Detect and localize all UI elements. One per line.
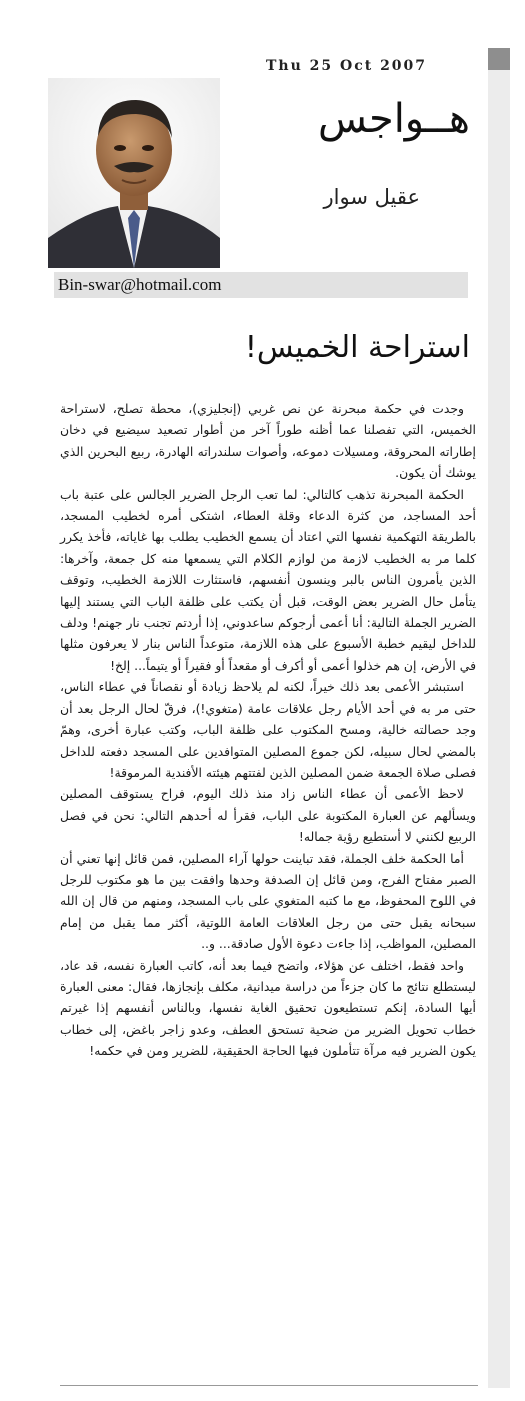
bottom-divider	[60, 1385, 478, 1386]
article-headline: استراحة الخميس!	[244, 330, 470, 365]
side-square	[488, 48, 510, 70]
article-paragraph: الحكمة المبحرنة تذهب كالتالي: لما تعب الرجل الضرير الجالس على عتبة باب أحد المساجد، من كثرة الدعاء وقلة العطاء، اشتكى أمره لخطيب المسجد، بالطريقة التهكمية نفسها التي اعتاد أن يسمع الخطيب يطلب بها غاياته، فأخذ يكرر كلما مر به الخطيب لازمة من لوازم الكلام التي يسمعها منه كل جمعة، وآخرها: الذين يأمرون الناس بالبر وينسون أنفسهم، فاستثارت اللازمة الخطيب، وتوقف يتأمل حال الضرير بعض الوقت، قبل أن يكتب على ظلفة الباب التي يستند إليها الضرير الجملة التالية: أنا أعمى أرجوكم ساعدوني، إذا أردتم تجنب نار جهنم! ودلف للداخل ليقيم خطبة الأسبوع على هذه اللازمة، متوعداً الناس بنار لا يعرفون مثلها في الأرض، إن هم خذلوا أعمى أو أكرف أو مقعداً أو فقيراً أو يتيماً... إلخ!	[60, 486, 476, 673]
column-title: هــواجس	[317, 96, 470, 142]
article-paragraph: أما الحكمة خلف الجملة، فقد تباينت حولها آراء المصلين، فمن قائل إنها تعني أن الصبر مفتاح الفرج، ومن قائل إن الصدفة وحدها وافقت بين ما هو مكتوب للرجل في اللوح المحفوظ، مع ما كتبه المتغوي على باب المسجد، ومنهم من قال إن الله سبحانه يقبل حتى من رجل العلاقات العامة اللوتية، أكثر مما يقبل من إمام المصلين، المواظب، إذا جاءت دعوة الأول صادقة... و..	[60, 850, 476, 952]
author-photo	[48, 78, 220, 268]
article-body	[60, 398, 476, 1062]
author-portrait-icon	[48, 78, 220, 268]
article-paragraph: وجدت في حكمة مبحرنة عن نص غربي (إنجليزي)، محطة تصلح، لاستراحة الخميس، التي تفصلنا عما أظنه طوراً آخر من أطوار تصعيد سيضيع في دخان إطاراته المحروقة، ومسيلات دموعه، وأصوات سلندراته الهادرة، ربيع البحرين الذي يوشك أن يكون.	[60, 401, 476, 481]
article-paragraph: لاحظ الأعمى أن عطاء الناس زاد منذ ذلك اليوم، فراح يستوقف المصلين ويسألهم عن العبارة المكتوبة على الباب، فقرأ له أحدهم التالي: نحن في فصل الربيع لكنني لا أستطيع رؤية جماله!	[60, 786, 476, 845]
author-name: عقيل سوار	[323, 185, 420, 209]
author-email[interactable]: Bin-swar@hotmail.com	[58, 275, 222, 294]
article-paragraph: واحد فقط، اختلف عن هؤلاء، واتضح فيما بعد أنه، كاتب العبارة نفسه، قد عاد، ليستطلع نتائج ما كان جزءاً من دراسة ميدانية، مكلف بإنجازها، فقال: معنى العبارة أيها السادة، إنكم تستطيعون تحقيق الغاية نفسها، وبالناس أنفسهم إذا غيرتم خطاب تحويل الضرير من ضحية تستحق العطف، وعدو زاجر باغض، إلى خطاب يكون الضرير فيه مرآة تتأملون فيها الحاجة الحقيقية، للضرير ومن في حكمه!	[60, 957, 476, 1059]
issue-date: Thu 25 Oct 2007	[266, 58, 428, 74]
side-bar	[488, 48, 510, 1388]
article-paragraph: استبشر الأعمى بعد ذلك خيراً، لكنه لم يلاحظ زيادة أو نقصاناً في عطاء الناس، حتى مر به في أحد الأيام رجل علاقات عامة (متغوي!)، فرقّ لحال الرجل بعد أن وجد حصالته خالية، ومسح المكتوب على ظلفة الباب، وكتب عبارة أخرى، وهمّ بالمضي لحال سبيله، لكن جموع المصلين المتوافدين على المسجد دفعته للداخل فصلى صلاة الجمعة ضمن المصلين الذين لفتتهم هيئته الأفندية المرموقة!	[60, 679, 476, 780]
